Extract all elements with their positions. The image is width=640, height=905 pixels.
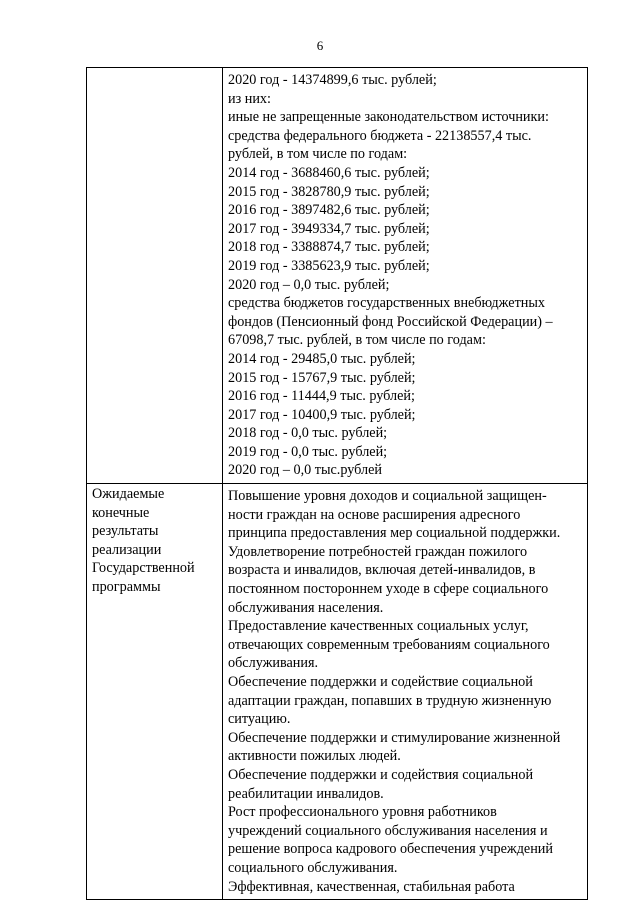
expected-results-line: Рост профессионального уровня работников [228,804,497,821]
row2-value-cell [223,484,588,900]
expected-results-label-line: Государственной [92,560,195,577]
expected-results-line: Обеспечение поддержки и содействия социальной [228,766,534,783]
expected-results-line: обслуживания. [228,655,319,672]
expected-results-line: ситуацию. [228,711,291,728]
program-passport-table [86,67,588,900]
expected-results-line: социального обслуживания. [228,859,398,876]
funding-line: средства федерального бюджета - 22138557,4 тыс. [228,127,532,144]
expected-results-line: постоянном постороннем уходе в сфере социального [228,581,549,598]
expected-results-line: адаптации граждан, попавших в трудную жизненную [228,692,552,709]
funding-line: 2016 год - 3897482,6 тыс. рублей; [228,202,430,219]
funding-line: 2017 год - 10400,9 тыс. рублей; [228,406,416,423]
expected-results-line: Предоставление качественных социальных услуг, [228,618,529,635]
funding-lines [223,68,587,483]
funding-line: 2015 год - 3828780,9 тыс. рублей; [228,183,430,200]
funding-line: фондов (Пенсионный фонд Российской Федерации) – [228,313,553,330]
expected-results-line: реабилитации инвалидов. [228,785,384,802]
expected-results-label-line: реализации [92,541,162,558]
funding-line: 2014 год - 29485,0 тыс. рублей; [228,350,416,367]
table-row-expected-results [87,484,588,900]
expected-results-line: отвечающих современным требованиям социального [228,636,550,653]
funding-line: 67098,7 тыс. рублей, в том числе по годам: [228,332,486,349]
page-number: 6 [316,38,324,53]
expected-results-lines [223,484,587,899]
expected-results-line: возраста и инвалидов, включая детей-инвалидов, в [228,562,536,579]
expected-results-line: Обеспечение поддержки и содействие социальной [228,674,533,690]
funding-line: средства бюджетов государственных внебюджетных [228,295,545,312]
row1-label-text [87,68,222,69]
funding-line: 2014 год - 3688460,6 тыс. рублей; [228,164,430,181]
expected-results-label [87,484,222,597]
row1-label-cell [87,68,223,484]
expected-results-line: учреждений социального обслуживания населения и [228,822,548,839]
funding-line: 2020 год – 0,0 тыс. рублей; [228,276,390,293]
funding-line: 2019 год - 3385623,9 тыс. рублей; [228,257,430,274]
funding-line: 2017 год - 3949334,7 тыс. рублей; [228,220,430,237]
expected-results-line: Обеспечение поддержки и стимулирование жизненной [228,729,561,746]
expected-results-line: обслуживания населения. [228,599,384,616]
expected-results-line: Эффективная, качественная, стабильная работа [228,878,515,895]
funding-line: иные не запрещенные законодательством источники: [228,109,549,126]
expected-results-label-line: программы [92,579,161,596]
expected-results-line: Повышение уровня доходов и социальной защищен- [228,488,547,505]
expected-results-line: принципа предоставления мер социальной поддержки. [228,525,561,542]
funding-line: из них: [228,90,271,107]
funding-line: 2016 год - 11444,9 тыс. рублей; [228,388,415,405]
expected-results-line: решение вопроса кадрового обеспечения учреждений [228,841,553,858]
expected-results-line: активности пожилых людей. [228,748,401,765]
expected-results-label-line: Ожидаемые [92,486,165,503]
funding-line: 2018 год - 0,0 тыс. рублей; [228,425,388,442]
table-row-funding [87,68,588,484]
funding-line: 2019 год - 0,0 тыс. рублей; [228,443,388,460]
expected-results-label-line: результаты [92,523,159,540]
funding-line: 2018 год - 3388874,7 тыс. рублей; [228,239,430,256]
expected-results-line: ности граждан на основе расширения адресного [228,506,521,523]
row2-label-cell [87,484,223,900]
row1-value-cell [223,68,588,484]
funding-line: рублей, в том числе по годам: [228,146,408,163]
expected-results-label-line: конечные [92,504,150,521]
funding-line: 2015 год - 15767,9 тыс. рублей; [228,369,416,386]
funding-line: 2020 год - 14374899,6 тыс. рублей; [228,72,437,88]
funding-line: 2020 год – 0,0 тыс.рублей [228,462,382,479]
expected-results-line: Удовлетворение потребностей граждан пожилого [228,543,528,560]
